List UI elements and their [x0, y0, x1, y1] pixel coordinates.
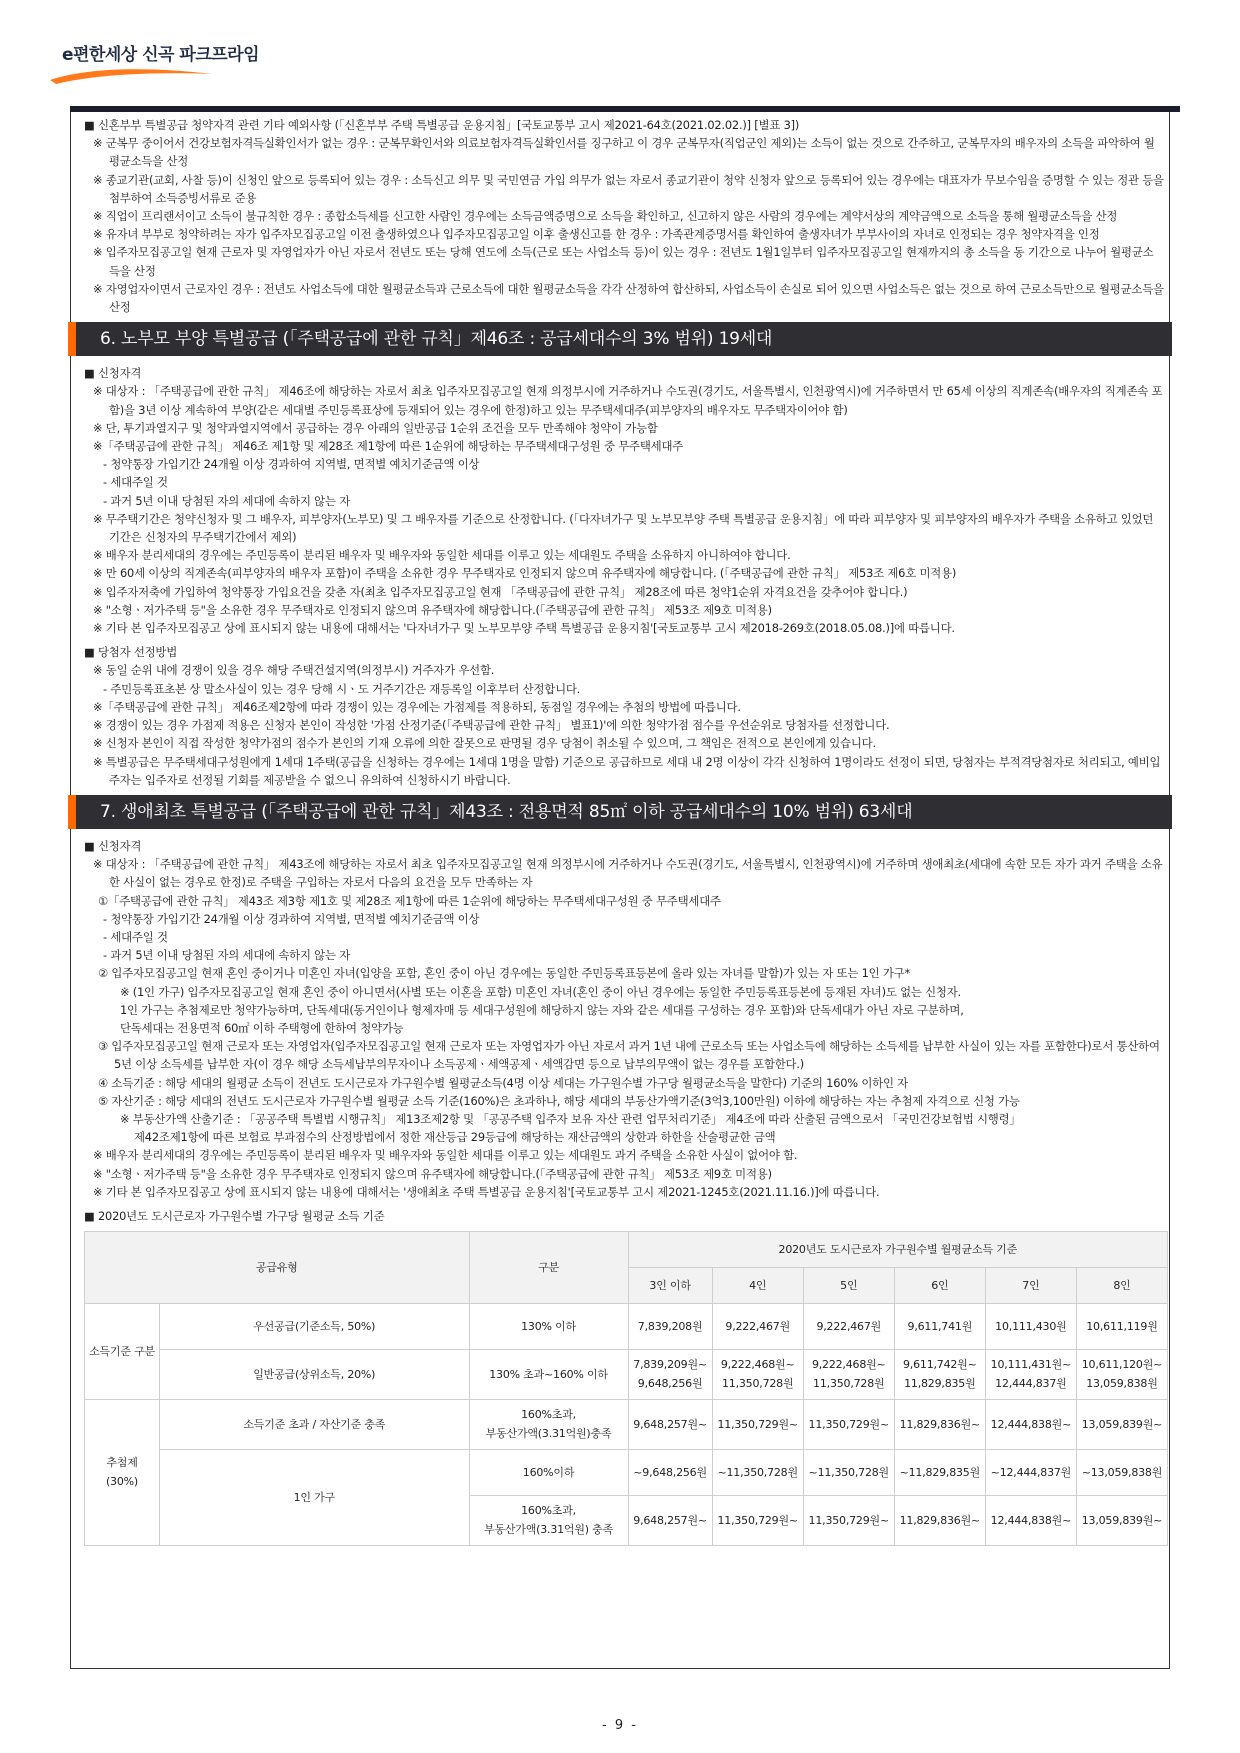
cell: 11,350,729원~	[712, 1496, 803, 1546]
cell: 10,611,119원	[1076, 1304, 1167, 1350]
row-division: 130% 이하	[469, 1304, 628, 1350]
s7-item: ④ 소득기준 : 해당 세대의 월평균 소득이 전년도 도시근로자 가구원수별 월평균소득(4명 이상 세대는 가구원수별 가구당 월평균소득을 말한다) 기준의 160% 이하인 자	[98, 1075, 908, 1090]
row-type: 일반공급(상위소득, 20%)	[160, 1350, 470, 1400]
section-7-title: 7. 생애최초 특별공급 (「주택공급에 관한 규칙」제43조 : 전용면적 85㎡ 이하 공급세대수의 10% 범위) 63세대	[68, 795, 1172, 829]
cell: 7,839,208원	[628, 1304, 712, 1350]
s7-qual-heading: ■ 신청자격	[84, 838, 142, 853]
cell: 11,829,836원~	[894, 1496, 985, 1546]
row-type: 1인 가구	[160, 1450, 470, 1546]
brand-swoosh-icon	[46, 64, 216, 86]
table-row	[85, 1400, 1168, 1450]
cell: 13,059,839원~	[1076, 1400, 1167, 1450]
cell-bottom: 11,829,835원	[904, 1376, 976, 1390]
cell: 11,829,836원~	[894, 1400, 985, 1450]
cell: ~13,059,838원	[1076, 1450, 1167, 1496]
cell-bottom: 11,350,728원	[813, 1376, 885, 1390]
s6-sel-note: ※ 동일 순위 내에 경쟁이 있을 경우 해당 주택건설지역(의정부시) 거주자가 우선함.	[93, 663, 495, 678]
cell-top: 9,611,742원~	[903, 1358, 977, 1372]
cell-bottom: 11,350,728원	[721, 1376, 794, 1390]
cell-top: 7,839,209원~	[633, 1358, 707, 1372]
cell-top: 10,611,120원~	[1081, 1358, 1163, 1372]
s6-sel-note: ※「주택공급에 관한 규칙」 제46조제2항에 따라 경쟁이 있는 경우에는 가점제를 적용하되, 동점일 경우에는 추첨의 방법에 따릅니다.	[93, 699, 741, 714]
cell-top: 9,222,468원~	[811, 1358, 886, 1372]
cell-bottom: 9,648,256원	[637, 1376, 703, 1390]
cell-top: 10,111,431원~	[990, 1358, 1072, 1372]
s6-sel-note: ※ 경쟁이 있는 경우 가점제 적용은 신청자 본인이 작성한 '가점 산정기준(「주택공급에 관한 규칙」 별표1)'에 의한 청약가점 점수를 우선순위로 당첨자를 선정합니다.	[93, 718, 890, 733]
cell	[1076, 1350, 1167, 1400]
cell-bottom: 12,444,837원	[995, 1376, 1067, 1390]
row-type: 우선공급(기준소득, 50%)	[160, 1304, 470, 1350]
cell: 9,222,467원	[712, 1304, 803, 1350]
cell: ~11,829,835원	[894, 1450, 985, 1496]
cell: 11,350,729원~	[712, 1400, 803, 1450]
s7-table-heading: ■ 2020년도 도시근로자 가구원수별 가구당 월평균 소득 기준	[84, 1208, 385, 1223]
s6-note: ※ 무주택기간은 청약신청자 및 그 배우자, 피부양자(노부모) 및 그 배우자를 기준으로 산정합니다. (「다자녀가구 및 노부모부양 주택 특별공급 운용지침」에 따라 피부양자 및 피부양자의 배우자가 주택을 소유하고 있었던 기간은 신청자의 무주택기간에서 제외)	[93, 511, 1154, 545]
cell: 10,111,430원	[985, 1304, 1076, 1350]
intro-note: ※ 자영업자이면서 근로자인 경우 : 전년도 사업소득에 대한 월평균소득과 근로소득에 대한 월평균소득을 각각 산정하여 합산하되, 사업소득이 손실로 되어 있으면 사업소득은 없는 것으로 하여 근로소득만으로 월평균소득을 산정	[93, 281, 1164, 315]
group-income-basis: 소득기준 구분	[85, 1304, 160, 1400]
s7-item: ② 입주자모집공고일 현재 혼인 중이거나 미혼인 자녀(입양을 포함, 혼인 중이 아닌 경우에는 동일한 주민등록표등본에 올라 있는 자녀를 말함)가 있는 자 또는 1인 가구*	[98, 966, 910, 981]
s7-dash: - 청약통장 가입기간 24개월 이상 경과하여 지역별, 면적별 예치기준금액 이상	[103, 911, 480, 926]
th-supply-type: 공급유형	[85, 1232, 470, 1304]
s6-note: ※ 입주자저축에 가입하여 청약통장 가입요건을 갖춘 자(최초 입주자모집공고일 현재 「주택공급에 관한 규칙」 제28조에 따른 청약1순위 자격요건을 갖추어야 합니다.)	[93, 584, 908, 599]
cell: 9,648,257원~	[628, 1496, 712, 1546]
table-row	[85, 1304, 1168, 1350]
cell: 11,350,729원~	[803, 1496, 894, 1546]
s6-dash: - 과거 5년 이내 당첨된 자의 세대에 속하지 않는 자	[103, 493, 351, 508]
cell: 9,648,257원~	[628, 1400, 712, 1450]
cell: ~11,350,728원	[712, 1450, 803, 1496]
intro-note: ※ 입주자모집공고일 현재 근로자 및 자영업자가 아닌 자로서 전년도 또는 당해 연도에 소득(근로 또는 사업소득 등)이 있는 경우 : 전년도 1월1일부터 입주자모집공고일 현재까지의 총 소득을 동 기간으로 나누어 월평균소득을 산정	[93, 245, 1154, 278]
intro-note: ※ 군복무 중이어서 건강보험자격득실확인서가 없는 경우 : 군복무확인서와 의료보험자격득실확인서를 징구하고 이 경우 군복무자(직업군인 제외)는 소득이 없는 것으로 간주하고, 군복무자의 배우자의 소득을 파악하여 월평균소득을 산정	[93, 136, 1155, 169]
row-type: 소득기준 초과 / 자산기준 충족	[160, 1400, 470, 1450]
cell-top: 9,222,468원~	[720, 1358, 795, 1372]
s7-item-sub: 1인 가구는 추첨제로만 청약가능하며, 단독세대(동거인이나 형제자매 등 세대구성원에 해당하지 않는 자와 같은 세대를 구성하는 경우 포함)와 단독세대가 아닌 자로 구분하며,	[120, 1002, 964, 1017]
s7-item: ⑤ 자산기준 : 해당 세대의 전년도 도시근로자 가구원수별 월평균 소득 기준(160%)은 초과하나, 해당 세대의 부동산가액기준(3억3,100만원) 이하에 해당하는 자는 추첨제 자격으로 신청 가능	[98, 1093, 1020, 1108]
s7-item-sub: 단독세대는 전용면적 60㎡ 이하 주택형에 한하여 청약가능	[120, 1020, 404, 1035]
s6-note: ※ 단, 투기과열지구 및 청약과열지역에서 공급하는 경우 아래의 일반공급 1순위 조건을 모두 만족해야 청약이 가능함	[93, 420, 658, 435]
th-division: 구분	[469, 1232, 628, 1304]
cell	[985, 1350, 1076, 1400]
cell: ~9,648,256원	[628, 1450, 712, 1496]
cell: 11,350,729원~	[803, 1400, 894, 1450]
th-col: 5인	[803, 1268, 894, 1304]
s6-qual-heading: ■ 신청자격	[84, 366, 142, 381]
s7-note: ※ 기타 본 입주자모집공고 상에 표시되지 않는 내용에 대해서는 '생애최초 주택 특별공급 운용지침'[국토교통부 고시 제2021-1245호(2021.11.16.)]에 따릅니다.	[93, 1184, 880, 1199]
s7-item: ③ 입주자모집공고일 현재 근로자 또는 자영업자(입주자모집공고일 현재 근로자 또는 자영업자가 아닌 자로서 과거 1년 내에 근로소득 또는 사업소득에 해당하는 소득세를 납부한 사실이 있는 자를 포함한다)로서 통산하여 5년 이상 소득세를 납부한 자(이 경우 해당 소득세납부의무자이나 소득공제ㆍ세액공제ㆍ세액감면 등으로 납부의무액이 없는 경우를 포함한다.)	[98, 1039, 1160, 1072]
cell	[712, 1350, 803, 1400]
s6-note: ※ 만 60세 이상의 직계존속(피부양자의 배우자 포함)이 주택을 소유한 경우 무주택자로 인정되지 않으며 유주택자에 해당합니다. (「주택공급에 관한 규칙」 제53조 제6호 미적용)	[93, 566, 957, 581]
brand-logo-text: e편한세상 신곡 파크프라임	[62, 45, 260, 65]
income-standard-table	[84, 1231, 1168, 1546]
s6-sel-dash: - 주민등록표초본 상 말소사실이 있는 경우 당해 시ㆍ도 거주기간은 재등록일 이후부터 산정합니다.	[103, 681, 581, 696]
s6-sel-note: ※ 신청자 본인이 직접 작성한 청약가점의 점수가 본인의 기재 오류에 의한 잘못으로 판명될 경우 당첨이 취소될 수 있으며, 그 책임은 전적으로 본인에게 있습니다.	[93, 736, 876, 751]
intro-heading: ■ 신혼부부 특별공급 청약자격 관련 기타 예외사항 (「신혼부부 주택 특별공급 운용지침」[국토교통부 고시 제2021-64호(2021.02.02.)] [별표 3])	[84, 118, 800, 132]
table-row	[85, 1450, 1168, 1496]
cell-bottom: 13,059,838원	[1086, 1376, 1158, 1390]
s7-item: ①「주택공급에 관한 규칙」 제43조 제3항 제1호 및 제28조 제1항에 따른 1순위에 해당하는 무주택세대구성원 중 무주택세대주	[98, 893, 721, 908]
s6-selection-heading: ■ 당첨자 선정방법	[84, 645, 178, 660]
th-income-group: 2020년도 도시근로자 가구원수별 월평균소득 기준	[628, 1232, 1167, 1268]
section-6-title: 6. 노부모 부양 특별공급 (「주택공급에 관한 규칙」제46조 : 공급세대수의 3% 범위) 19세대	[68, 322, 1172, 356]
s7-dash: - 과거 5년 이내 당첨된 자의 세대에 속하지 않는 자	[103, 948, 351, 963]
s7-dash: - 세대주일 것	[103, 929, 168, 944]
cell	[803, 1350, 894, 1400]
s7-note: ※ "소형ㆍ저가주택 등"을 소유한 경우 무주택자로 인정되지 않으며 유주택자에 해당합니다.(「주택공급에 관한 규칙」 제53조 제9호 미적용)	[93, 1166, 772, 1181]
cell: 12,444,838원~	[985, 1496, 1076, 1546]
s6-note: ※ 배우자 분리세대의 경우에는 주민등록이 분리된 배우자 및 배우자와 동일한 세대를 이루고 있는 세대원도 주택을 소유하지 아니하여야 합니다.	[93, 548, 791, 563]
th-col: 6인	[894, 1268, 985, 1304]
cell: 12,444,838원~	[985, 1400, 1076, 1450]
s6-note: ※ "소형ㆍ저가주택 등"을 소유한 경우 무주택자로 인정되지 않으며 유주택자에 해당합니다.(「주택공급에 관한 규칙」 제53조 제9호 미적용)	[93, 602, 772, 617]
cell: ~11,350,728원	[803, 1450, 894, 1496]
page-number: - 9 -	[602, 1718, 638, 1733]
cell: ~12,444,837원	[985, 1450, 1076, 1496]
s7-item-sub: 제42조제1항에 따른 보험료 부과점수의 산정방법에서 정한 재산등급 29등급에 해당하는 재산금액의 상한과 하한을 산술평균한 금액	[134, 1130, 776, 1145]
cell: 13,059,839원~	[1076, 1496, 1167, 1546]
s6-dash: - 세대주일 것	[103, 475, 168, 490]
cell: 9,611,741원	[894, 1304, 985, 1350]
intro-note: ※ 직업이 프리랜서이고 소득이 불규칙한 경우 : 종합소득세를 신고한 사람인 경우에는 소득금액증명으로 소득을 확인하고, 신고하지 않은 사람의 경우에는 계약서상의 계약금액으로 소득을 통해 월평균소득을 산정	[93, 209, 1118, 224]
document-body	[84, 116, 1164, 1546]
division-bottom: 부동산가액(3.31억원)충족	[485, 1426, 612, 1440]
s7-note: ※ 배우자 분리세대의 경우에는 주민등록이 분리된 배우자 및 배우자와 동일한 세대를 이루고 있는 세대원도 과거 주택을 소유한 사실이 없어야 함.	[93, 1148, 798, 1163]
intro-note: ※ 유자녀 부부로 청약하려는 자가 입주자모집공고일 이전 출생하였으나 입주자모집공고일 이후 출생신고를 한 경우 : 가족관계증명서를 확인하여 출생자녀가 부부사이의 자녀로 인정되는 경우 청약자격을 인정	[93, 227, 1100, 242]
division-bottom: 부동산가액(3.31억원) 충족	[484, 1522, 614, 1536]
th-col: 8인	[1076, 1268, 1167, 1304]
intro-notes	[84, 134, 1164, 316]
th-col: 4인	[712, 1268, 803, 1304]
s7-item-note: ※ 부동산가액 산출기준 : 「공공주택 특별법 시행규칙」 제13조제2항 및 「공공주택 입주자 보유 자산 관련 업무처리기준」 제4조에 따라 산출된 금액으로서 「국민건강보험법 시행령」	[120, 1111, 1021, 1126]
s6-sel-note: ※ 특별공급은 무주택세대구성원에게 1세대 1주택(공급을 신청하는 경우에는 1세대 1명을 말함) 기준으로 공급하므로 세대 내 2명 이상이 각각 신청하여 1명이라도 선정이 되면, 당첨자는 부적격당첨자로 처리되고, 예비입주자는 입주자로 선정될 기회를 제공받을 수 없으니 유의하여 신청하시기 바랍니다.	[93, 754, 1161, 787]
s6-note: ※「주택공급에 관한 규칙」 제46조 제1항 및 제28조 제1항에 따른 1순위에 해당하는 무주택세대구성원 중 무주택세대주	[93, 439, 684, 454]
s7-target: ※ 대상자 : 「주택공급에 관한 규칙」 제43조에 해당하는 자로서 최초 입주자모집공고일 현재 의정부시에 거주하거나 수도권(경기도, 서울특별시, 인천광역시)에 거주하며 생애최초(세대에 속한 모든 자가 과거 주택을 소유한 사실이 없는 경우로 한정)로 주택을 구입하는 자로서 다음의 요건을 모두 만족하는 자	[93, 857, 1163, 890]
row-division: 130% 초과~160% 이하	[469, 1350, 628, 1400]
row-division	[469, 1496, 628, 1546]
division-top: 160%초과,	[521, 1504, 576, 1518]
cell	[894, 1350, 985, 1400]
s6-dash: - 청약통장 가입기간 24개월 이상 경과하여 지역별, 면적별 예치기준금액 이상	[103, 457, 480, 472]
division-top: 160%초과,	[521, 1408, 576, 1422]
s7-item-note: ※ (1인 가구) 입주자모집공고일 현재 혼인 중이 아니면서(사별 또는 이혼을 포함) 미혼인 자녀(혼인 중이 아닌 경우에는 동일한 주민등록표등본에 등재된 자녀)도 없는 신청자.	[120, 984, 961, 999]
s6-note: ※ 기타 본 입주자모집공고 상에 표시되지 않는 내용에 대해서는 '다자녀가구 및 노부모부양 주택 특별공급 운용지침'[국토교통부 고시 제2018-269호(2018.05.08.)]에 따릅니다.	[93, 621, 955, 636]
group-lottery: 추첨제 (30%)	[85, 1400, 160, 1546]
th-col: 3인 이하	[628, 1268, 712, 1304]
table-row	[85, 1350, 1168, 1400]
row-division: 160%이하	[469, 1450, 628, 1496]
cell	[628, 1350, 712, 1400]
th-col: 7인	[985, 1268, 1076, 1304]
intro-note: ※ 종교기관(교회, 사찰 등)이 신청인 앞으로 등록되어 있는 경우 : 소득신고 의무 및 국민연금 가입 의무가 없는 자로서 종교기관이 청약 신청자 앞으로 등록되어 있는 경우에는 대표자가 무보수임을 증명할 수 있는 정관 등을 첨부하여 소득증빙서류로 준용	[93, 172, 1164, 205]
cell: 9,222,467원	[803, 1304, 894, 1350]
row-division	[469, 1400, 628, 1450]
s6-target: ※ 대상자 : 「주택공급에 관한 규칙」 제46조에 해당하는 자로서 최초 입주자모집공고일 현재 의정부시에 거주하거나 수도권(경기도, 서울특별시, 인천광역시)에 거주하면서 만 65세 이상의 직계존속(배우자의 직계존속 포함)을 3년 이상 계속하여 부양(같은 세대별 주민등록표상에 등재되어 있는 경우에 한정)하고 있는 무주택세대주(피부양자의 배우자도 무주택자이어야 함)	[93, 384, 1163, 417]
